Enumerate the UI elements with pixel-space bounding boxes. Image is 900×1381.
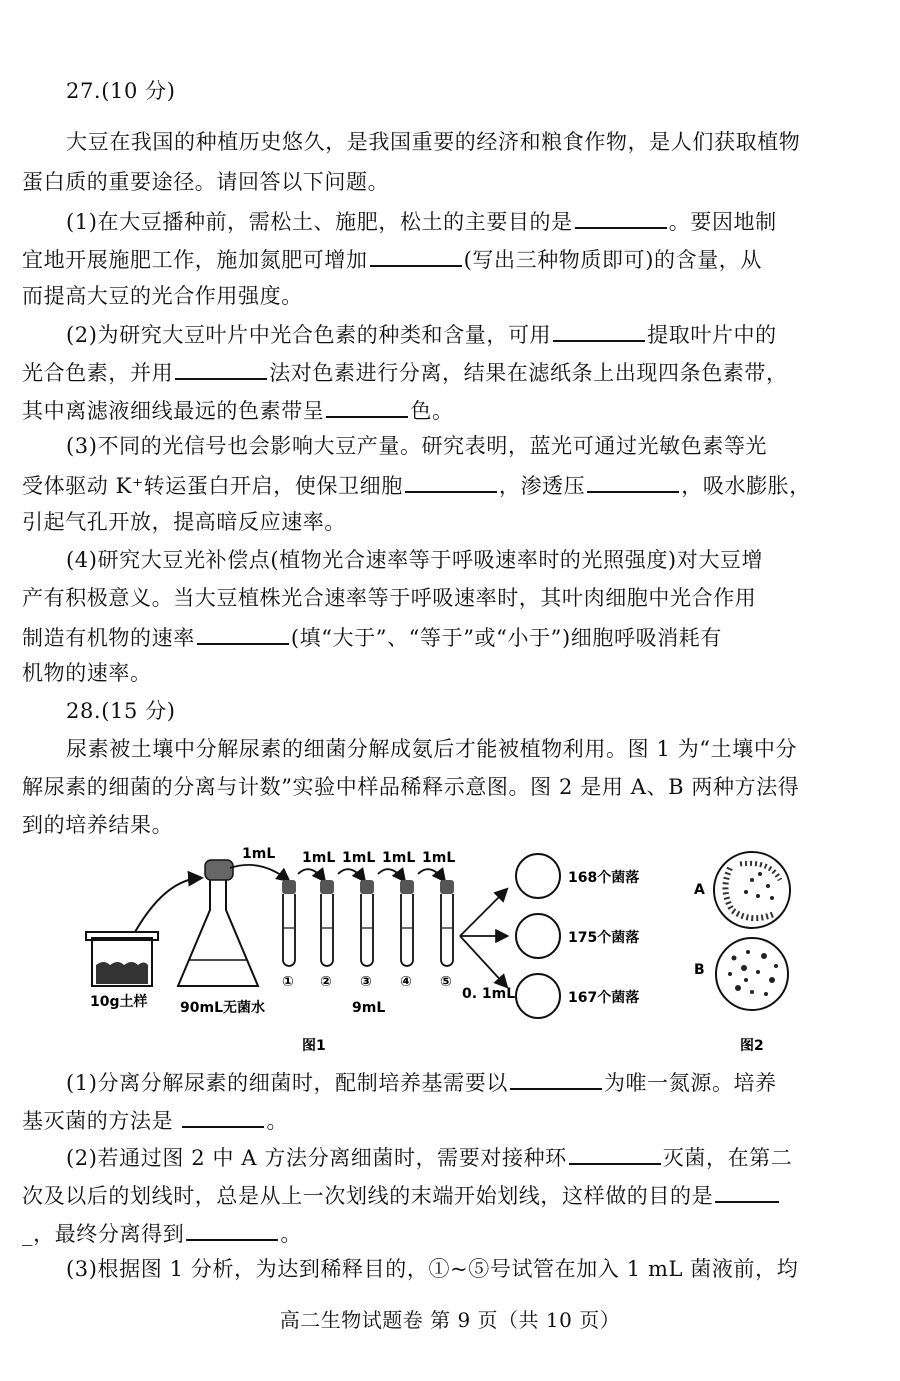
soil-container-icon — [86, 932, 158, 986]
text: _，最终分离得到 — [22, 1222, 185, 1246]
q28-heading: 28.(15 分) — [66, 699, 176, 723]
answer-blank[interactable] — [186, 1219, 278, 1241]
text: (写出三种物质即可)的含量，从 — [463, 248, 762, 272]
soil-sample-label: 10g土样 — [90, 994, 148, 1010]
text: 。要因地制 — [668, 210, 777, 234]
spread-plate-icon — [716, 938, 788, 1010]
q27-intro-line1: 大豆在我国的种植历史悠久，是我国重要的经济和粮食作物，是人们获取植物 — [66, 130, 801, 154]
answer-blank[interactable] — [175, 358, 267, 380]
q27-part3-line2 — [22, 471, 872, 499]
answer-blank[interactable] — [587, 471, 679, 493]
tube-number: ⑤ — [440, 974, 452, 990]
answer-blank[interactable] — [569, 1143, 661, 1165]
dilution-figure — [80, 840, 840, 1058]
tube-number: ③ — [360, 974, 372, 990]
q28-intro-line1: 尿素被土壤中分解尿素的细菌分解成氨后才能被植物利用。图 1 为“土壤中分 — [66, 737, 798, 761]
tube-volume-label: 9mL — [352, 1000, 386, 1016]
transfer-volume-label: 1mL — [382, 850, 416, 866]
transfer-volume-label: 1mL — [242, 846, 276, 862]
text: 宜地开展施肥工作，施加氮肥可增加 — [22, 248, 368, 272]
transfer-volume-label: 1mL — [342, 850, 376, 866]
answer-blank[interactable] — [510, 1068, 602, 1090]
text: 光合色素，并用 — [22, 361, 174, 385]
q28-intro-line3: 到的培养结果。 — [22, 813, 174, 837]
tube-number: ④ — [400, 974, 412, 990]
plating-arrow-icon — [460, 936, 506, 986]
text: 制造有机物的速率 — [22, 626, 195, 650]
text: (1)在大豆播种前，需松土、施肥，松土的主要目的是 — [66, 210, 573, 234]
petri-dish-icon — [516, 974, 560, 1018]
text: 为唯一氮源。培养 — [603, 1071, 777, 1095]
test-tube-icon — [320, 880, 334, 966]
colony-count-label: 168个菌落 — [568, 870, 640, 886]
transfer-arrow-icon — [418, 869, 444, 880]
text: 次及以后的划线时，总是从上一次划线的末端开始划线，这样做的目的是 — [22, 1184, 714, 1208]
transfer-arrow-icon — [378, 869, 404, 880]
text: 提取叶片中的 — [647, 323, 777, 347]
text: (填“大于”、“等于”或“小于”)细胞呼吸消耗有 — [290, 626, 723, 650]
plating-volume-label: 0. 1mL — [462, 986, 516, 1002]
answer-blank[interactable] — [715, 1181, 779, 1203]
test-tube-icon — [360, 880, 374, 966]
q28-part1-line2 — [22, 1106, 872, 1134]
transfer-arrow-icon — [298, 869, 324, 880]
q27-part3-line3: 引起气孔开放，提高暗反应速率。 — [22, 510, 346, 534]
text: 受体驱动 K⁺转运蛋白开启，使保卫细胞 — [22, 474, 403, 498]
q27-part3-line1: (3)不同的光信号也会影响大豆产量。研究表明，蓝光可通过光敏色素等光 — [66, 434, 768, 458]
streak-plate-icon — [714, 852, 790, 928]
petri-dish-icon — [516, 914, 560, 958]
text: (2)若通过图 2 中 A 方法分离细菌时，需要对接种环 — [66, 1146, 567, 1170]
transfer-volume-label: 1mL — [422, 850, 456, 866]
test-tube-icon — [282, 880, 296, 966]
text: 色。 — [410, 399, 454, 423]
plating-arrow-icon — [460, 890, 506, 936]
q27-part4-line2: 产有积极意义。当大豆植株光合速率等于呼吸速率时，其叶肉细胞中光合作用 — [22, 586, 757, 610]
figure2-caption: 图2 — [740, 1038, 764, 1054]
q28-part2-line2 — [22, 1181, 872, 1209]
text: ，渗透压 — [498, 474, 586, 498]
answer-blank[interactable] — [370, 245, 462, 267]
tube-number: ② — [320, 974, 332, 990]
transfer-volume-label: 1mL — [302, 850, 336, 866]
flask-label: 90mL无菌水 — [180, 1000, 265, 1016]
q28-part2-line3 — [22, 1219, 872, 1247]
test-tube-icon — [440, 880, 454, 966]
q27-part1-line3: 而提高大豆的光合作用强度。 — [22, 284, 303, 308]
transfer-arrow-icon — [135, 878, 200, 932]
answer-blank[interactable] — [182, 1106, 264, 1128]
q27-part1-line2 — [22, 245, 872, 273]
transfer-arrow-icon — [230, 865, 288, 880]
q27-part2-line1 — [66, 320, 872, 348]
text: 其中离滤液细线最远的色素带呈 — [22, 399, 325, 423]
answer-blank[interactable] — [405, 471, 497, 493]
q27-part2-line2 — [22, 358, 872, 386]
q27-part1-line1 — [66, 207, 872, 235]
text: (2)为研究大豆叶片中光合色素的种类和含量，可用 — [66, 323, 552, 347]
q27-part2-line3 — [22, 396, 872, 424]
q27-part4-line1: (4)研究大豆光补偿点(植物光合速率等于呼吸速率时的光照强度)对大豆增 — [66, 548, 764, 572]
text: 。 — [266, 1109, 289, 1133]
q28-intro-line2: 解尿素的细菌的分离与计数”实验中样品稀释示意图。图 2 是用 A、B 两种方法得 — [22, 775, 800, 799]
petri-dish-icon — [516, 854, 560, 898]
text: 基灭菌的方法是 — [22, 1109, 174, 1133]
q28-part2-line1 — [66, 1143, 872, 1171]
q28-part3-line1: (3)根据图 1 分析，为达到稀释目的，①~⑤号试管在加入 1 mL 菌液前，均 — [66, 1257, 799, 1281]
text: 。 — [280, 1222, 302, 1246]
q27-part4-line3 — [22, 623, 872, 651]
colony-count-label: 167个菌落 — [568, 990, 640, 1006]
q28-part1-line1 — [66, 1068, 872, 1096]
plate-a-label: A — [694, 882, 705, 898]
q27-heading: 27.(10 分) — [66, 79, 176, 103]
answer-blank[interactable] — [575, 207, 667, 229]
answer-blank[interactable] — [553, 320, 645, 342]
text: 灭菌，在第二 — [662, 1146, 793, 1170]
answer-blank[interactable] — [326, 396, 408, 418]
q27-intro-line2: 蛋白质的重要途径。请回答以下问题。 — [22, 170, 390, 194]
figure1-caption: 图1 — [302, 1038, 326, 1054]
transfer-arrow-icon — [338, 869, 364, 880]
q27-part4-line4: 机物的速率。 — [22, 661, 152, 685]
text: ，吸水膨胀， — [681, 474, 811, 498]
plate-b-label: B — [694, 962, 705, 978]
tube-number: ① — [282, 974, 294, 990]
text: 法对色素进行分离，结果在滤纸条上出现四条色素带， — [269, 361, 788, 385]
page-footer: 高二生物试题卷 第 9 页（共 10 页） — [279, 1308, 621, 1332]
test-tube-icon — [400, 880, 414, 966]
answer-blank[interactable] — [197, 623, 289, 645]
colony-count-label: 175个菌落 — [568, 930, 640, 946]
text: (1)分离分解尿素的细菌时，配制培养基需要以 — [66, 1071, 508, 1095]
